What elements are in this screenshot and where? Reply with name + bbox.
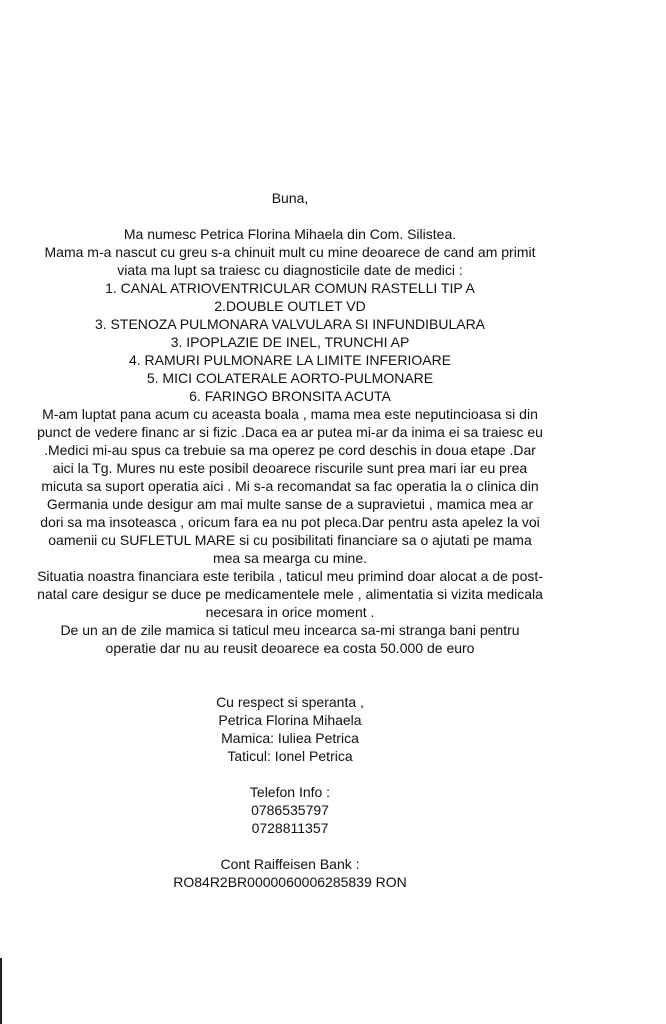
body-line: .Medici mi-au spus ca trebuie sa ma operez pe cord deschis in doua etape .Dar — [44, 442, 536, 458]
body-line: Germania unde desigur am mai multe sanse de a supravietui , mamica mea ar — [46, 496, 534, 512]
signature-name: Petrica Florina Mihaela — [218, 712, 362, 728]
phone-number: 0728811357 — [251, 820, 329, 836]
intro-line: Ma numesc Petrica Florina Mihaela din Com. Silistea. — [123, 226, 457, 242]
spacer — [0, 207, 580, 225]
body-line: natal care desigur se duce pe medicamentele mele , alimentatia si vizita medicala — [37, 586, 543, 602]
page-edge-line — [0, 958, 2, 1024]
body-line: dori sa ma insoteasca , oricum fara ea nu pot pleca.Dar pentru asta apelez la voi — [40, 514, 540, 530]
spacer — [0, 657, 580, 693]
body-line: Situatia noastra financiara este teribila , taticul meu primind doar alocat a de post- — [37, 568, 543, 584]
body-line: oamenii cu SUFLETUL MARE si cu posibilitati financiare sa o ajutati pe mama — [48, 532, 532, 548]
diagnosis-item: 3. IPOPLAZIE DE INEL, TRUNCHI AP — [170, 334, 410, 350]
diagnosis-item: 6. FARINGO BRONSITA ACUTA — [189, 388, 391, 404]
diagnosis-item: 5. MICI COLATERALE AORTO-PULMONARE — [146, 370, 434, 386]
body-line: necesara in orice moment . — [205, 604, 375, 620]
diagnosis-item: 3. STENOZA PULMONARA VALVULARA SI INFUNDIBULARA — [94, 316, 486, 332]
diagnosis-item: 4. RAMURI PULMONARE LA LIMITE INFERIOARE — [128, 352, 452, 368]
bank-iban: RO84R2BR0000060006285839 RON — [173, 874, 407, 890]
letter-document — [0, 189, 580, 891]
body-line: operatie dar nu au reusit deoarece ea costa 50.000 de euro — [105, 640, 475, 656]
body-line: micuta sa suport operatia aici . Mi s-a recomandat sa fac operatia la o clinica din — [41, 478, 539, 494]
body-line: M-am luptat pana acum cu aceasta boala , mama mea este neputincioasa si din — [42, 406, 538, 422]
body-line: De un an de zile mamica si taticul meu incearca sa-mi stranga bani pentru — [60, 622, 520, 638]
body-line: aici la Tg. Mures nu este posibil deoarece riscurile sunt prea mari iar eu prea — [52, 460, 528, 476]
body-line: punct de vedere financ ar si fizic .Daca ea ar putea mi-ar da inima ei sa traiesc eu — [37, 424, 543, 440]
body-line: mea sa mearga cu mine. — [212, 550, 368, 566]
spacer — [0, 837, 580, 855]
father-name: Taticul: Ionel Petrica — [227, 748, 353, 764]
story-line: Mama m-a nascut cu greu s-a chinuit mult cu mine deoarece de cand am primit — [44, 244, 536, 260]
story-line: viata ma lupt sa traiesc cu diagnosticile date de medici : — [117, 262, 463, 278]
mother-name: Mamica: Iuliea Petrica — [221, 730, 359, 746]
spacer — [0, 765, 580, 783]
diagnosis-item: 1. CANAL ATRIOVENTRICULAR COMUN RASTELLI TIP A — [105, 280, 475, 296]
phone-label: Telefon Info : — [249, 784, 331, 800]
closing-line: Cu respect si speranta , — [216, 694, 364, 710]
greeting: Buna, — [271, 190, 309, 206]
phone-number: 0786535797 — [251, 802, 329, 818]
diagnosis-item: 2.DOUBLE OUTLET VD — [214, 298, 366, 314]
bank-label: Cont Raiffeisen Bank : — [220, 856, 360, 872]
